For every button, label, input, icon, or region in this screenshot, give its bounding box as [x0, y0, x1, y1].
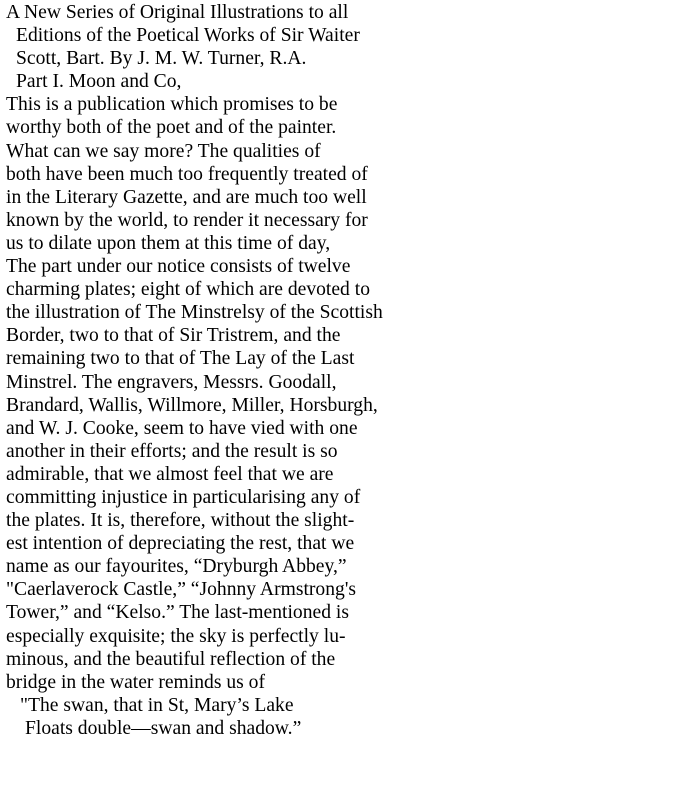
text-line: Minstrel. The engravers, Messrs. Goodall, — [6, 371, 337, 393]
text-line: admirable, that we almost feel that we are — [6, 463, 334, 485]
text-line: charming plates; eight of which are devoted to — [6, 279, 370, 301]
text-line: "Caerlaverock Castle,” “Johnny Armstrong's — [6, 579, 356, 601]
text-line: us to dilate upon them at this time of day, — [6, 232, 331, 254]
text-line: est intention of depreciating the rest, that we — [6, 533, 355, 555]
text-line: name as our fayourites, “Dryburgh Abbey,” — [6, 556, 347, 578]
text-line: bridge in the water reminds us of — [6, 671, 266, 693]
text-line: the plates. It is, therefore, without the slight- — [6, 510, 355, 532]
text-line: This is a publication which promises to be — [6, 94, 338, 116]
text-line: The part under our notice consists of twelve — [6, 256, 351, 278]
text-line: another in their efforts; and the result is so — [6, 440, 338, 462]
text-line: minous, and the beautiful reflection of the — [6, 648, 336, 670]
poem-quote — [6, 694, 666, 740]
heading-line: Scott, Bart. By J. M. W. Turner, R.A. — [16, 48, 307, 70]
text-line: Brandard, Wallis, Willmore, Miller, Horsburgh, — [6, 394, 378, 416]
heading-line: Part I. Moon and Co, — [16, 71, 182, 93]
text-line: known by the world, to render it necessary for — [6, 209, 368, 231]
text-line: and W. J. Cooke, seem to have vied with one — [6, 417, 358, 439]
text-line: the illustration of The Minstrelsy of the Scottish — [6, 302, 383, 324]
paragraph-1 — [6, 93, 666, 255]
text-line: Border, two to that of Sir Tristrem, and the — [6, 325, 341, 347]
text-line: both have been much too frequently treated of — [6, 163, 368, 185]
text-line: committing injustice in particularising any of — [6, 486, 361, 508]
quote-line: "The swan, that in St, Mary’s Lake — [20, 694, 294, 716]
text-line: remaining two to that of The Lay of the Last — [6, 348, 355, 370]
heading-line: A New Series of Original Illustrations to all — [6, 2, 349, 23]
review-article — [6, 1, 666, 740]
heading-line: Editions of the Poetical Works of Sir Waiter — [16, 25, 360, 47]
review-heading — [6, 1, 666, 93]
text-line: worthy both of the poet and of the painter. — [6, 117, 337, 139]
text-line: Tower,” and “Kelso.” The last-mentioned is — [6, 602, 349, 624]
paragraph-2 — [6, 255, 666, 694]
quote-line: Floats double—swan and shadow.” — [25, 717, 302, 739]
text-line: in the Literary Gazette, and are much too well — [6, 186, 367, 208]
text-line: What can we say more? The qualities of — [6, 140, 321, 162]
text-line: especially exquisite; the sky is perfectly lu- — [6, 625, 346, 647]
